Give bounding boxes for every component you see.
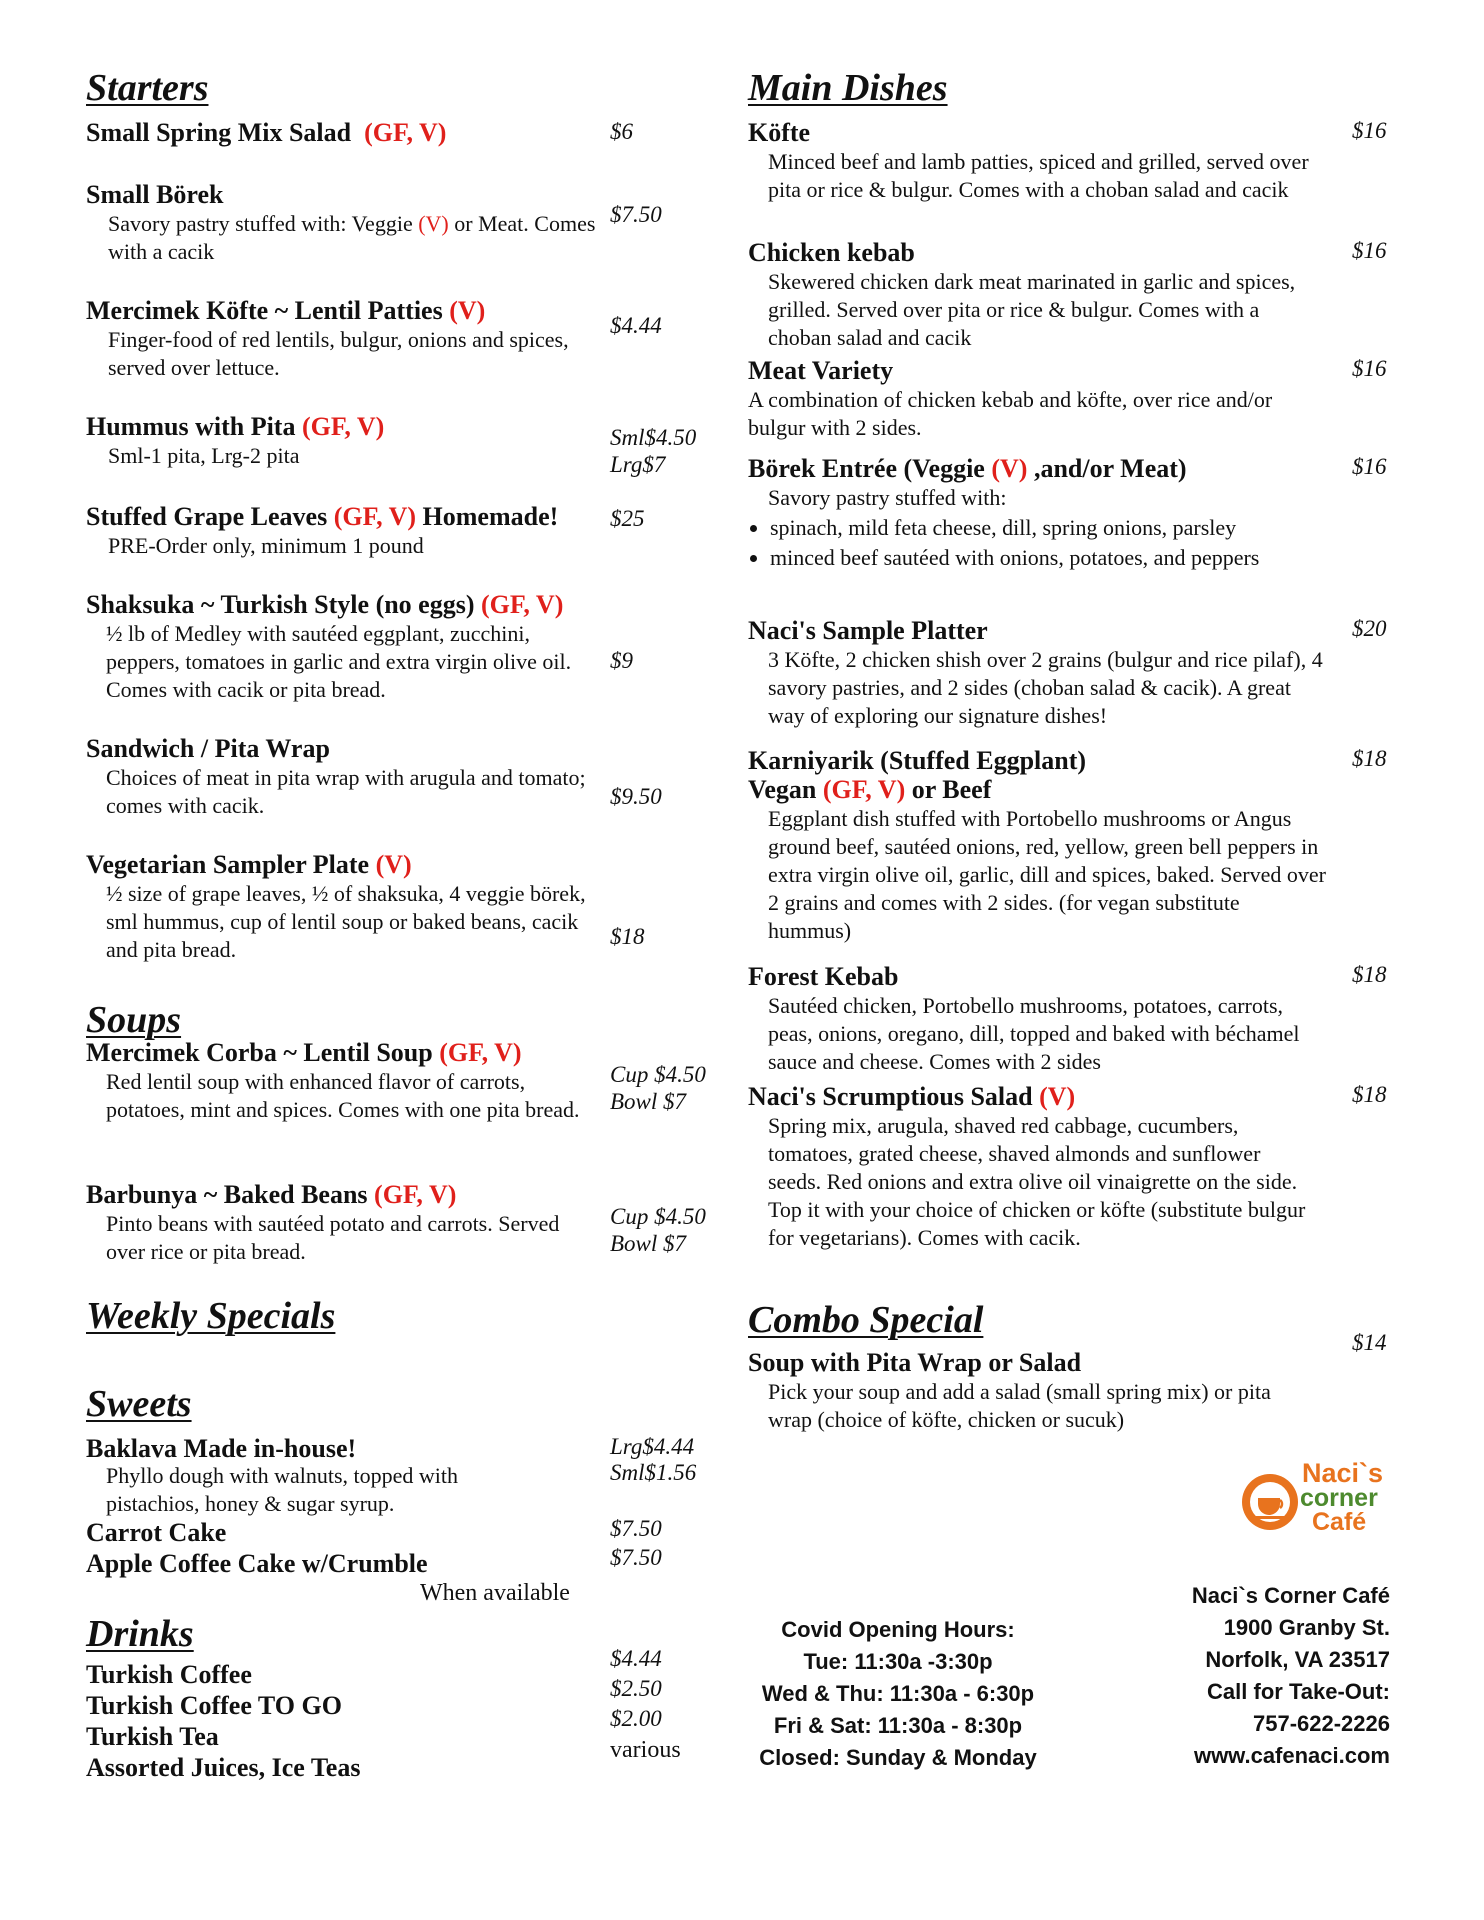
website-link[interactable]: www.cafenaci.com xyxy=(1193,1743,1390,1768)
price: $18 xyxy=(610,924,645,949)
price: $18 xyxy=(1352,746,1387,771)
menu-item-description: Finger-food of red lentils, bulgur, onions and spices, served over lettuce. xyxy=(108,327,569,380)
price: $9.50 xyxy=(610,784,662,809)
price: $16 xyxy=(1352,118,1387,143)
menu-item-title: Apple Coffee Cake w/Crumble xyxy=(86,1549,428,1578)
menu-item-title: Stuffed Grape Leaves (GF, V) Homemade! xyxy=(86,502,559,531)
menu-item-title: Chicken kebab xyxy=(748,238,915,267)
menu-item-title: Small Börek xyxy=(86,180,224,209)
menu-item-subtitle: Vegan (GF, V) or Beef xyxy=(748,775,992,804)
logo-text-middle: corner xyxy=(1300,1484,1378,1512)
price: $7.50 xyxy=(610,202,662,227)
menu-item-title: Small Spring Mix Salad (GF, V) xyxy=(86,118,447,147)
menu-item-title: Sandwich / Pita Wrap xyxy=(86,734,330,763)
soups-heading: Soups xyxy=(86,999,182,1041)
menu-item-description: Eggplant dish stuffed with Portobello mushrooms or Angus ground beef, sautéed onions, red, yellow, green bell peppers in extra virgin olive oil, garlic, dill and spices, baked. Served over 2 grains and comes with 2 sides. (for vegan substitute hummus) xyxy=(768,806,1326,943)
menu-item-description: Red lentil soup with enhanced flavor of carrots, potatoes, mint and spices. Comes with one pita bread. xyxy=(106,1069,580,1122)
price: $4.44 xyxy=(610,1646,662,1671)
price: $16 xyxy=(1352,356,1387,381)
starters-heading: Starters xyxy=(86,67,209,109)
menu-item-description: Savory pastry stuffed with: Veggie (V) or Meat. Comes with a cacik xyxy=(108,211,596,264)
hours-line: Wed & Thu: 11:30a - 6:30p xyxy=(761,1681,1035,1706)
price: $6 xyxy=(610,119,633,144)
menu-item-title: Karniyarik (Stuffed Eggplant) xyxy=(748,746,1087,775)
address-city: Norfolk, VA 23517 xyxy=(1205,1647,1390,1672)
menu-item-title: Shaksuka ~ Turkish Style (no eggs) (GF, V) xyxy=(86,590,564,619)
menu-item-title: Köfte xyxy=(748,118,811,147)
menu-item-title: Vegetarian Sampler Plate (V) xyxy=(86,850,412,879)
price: $18 xyxy=(1352,962,1387,987)
price: Cup $4.50 xyxy=(610,1062,706,1087)
price: $2.00 xyxy=(610,1706,662,1731)
contact-block xyxy=(1100,1580,1390,1772)
menu-item-title: Börek Entrée (Veggie (V) ,and/or Meat) xyxy=(748,454,1187,483)
menu-item-title: Naci's Sample Platter xyxy=(748,616,988,645)
address-street: 1900 Granby St. xyxy=(1223,1615,1390,1640)
takeout-label: Call for Take-Out: xyxy=(1207,1679,1390,1704)
price: $25 xyxy=(610,506,645,531)
cafe-logo xyxy=(1240,1458,1386,1540)
price: $9 xyxy=(610,648,633,673)
drink-item: Assorted Juices, Ice Teas xyxy=(86,1753,361,1782)
price: $16 xyxy=(1352,454,1387,479)
price: various xyxy=(610,1737,681,1763)
menu-item-description: Sml-1 pita, Lrg-2 pita xyxy=(108,443,300,468)
hours-title: Covid Opening Hours: xyxy=(781,1617,1015,1642)
drink-item: Turkish Coffee TO GO xyxy=(86,1691,342,1720)
menu-item-description: 3 Köfte, 2 chicken shish over 2 grains (bulgur and rice pilaf), 4 savory pastries, and 2 sides (choban salad & cacik). A great way of exploring our signature dishes! xyxy=(768,647,1323,728)
combo-special-heading: Combo Special xyxy=(748,1299,984,1341)
menu-item-description: Savory pastry stuffed with: xyxy=(768,485,1007,510)
menu-item-title: Baklava Made in-house! xyxy=(86,1434,357,1463)
price: $16 xyxy=(1352,238,1387,263)
menu-item-description: ½ lb of Medley with sautéed eggplant, zucchini, peppers, tomatoes in garlic and extra virgin olive oil. Comes with cacik or pita bread. xyxy=(106,621,572,702)
menu-item-description: Pick your soup and add a salad (small spring mix) or pita wrap (choice of köfte, chicken or sucuk) xyxy=(768,1379,1271,1432)
list-item: • minced beef sautéed with onions, potatoes, and peppers xyxy=(770,543,1340,573)
menu-item-description: Pinto beans with sautéed potato and carrots. Served over rice or pita bread. xyxy=(106,1211,560,1264)
menu-item-description: ½ size of grape leaves, ½ of shaksuka, 4 veggie börek, sml hummus, cup of lentil soup or baked beans, cacik and pita bread. xyxy=(106,881,586,962)
cafe-name: Naci`s Corner Café xyxy=(1191,1583,1390,1608)
drink-item: Turkish Coffee xyxy=(86,1660,252,1689)
price: Lrg$7 xyxy=(610,452,666,477)
price: $4.44 xyxy=(610,313,662,338)
menu-item-description: Minced beef and lamb patties, spiced and grilled, served over pita or rice & bulgur. Comes with a choban salad and cacik xyxy=(768,149,1309,202)
availability-note: When available xyxy=(420,1580,570,1606)
drink-item: Turkish Tea xyxy=(86,1722,219,1751)
menu-item-title: Mercimek Köfte ~ Lentil Patties (V) xyxy=(86,296,486,325)
menu-item-title: Hummus with Pita (GF, V) xyxy=(86,412,385,441)
phone-number[interactable]: 757-622-2226 xyxy=(1252,1711,1390,1736)
hours-line: Fri & Sat: 11:30a - 8:30p xyxy=(773,1713,1023,1738)
filling-options-list xyxy=(748,513,1340,573)
hours-line: Closed: Sunday & Monday xyxy=(759,1745,1037,1770)
menu-item-title: Barbunya ~ Baked Beans (GF, V) xyxy=(86,1180,457,1209)
logo-text-top: Naci`s xyxy=(1302,1458,1384,1488)
price: Sml$1.56 xyxy=(610,1460,697,1485)
drinks-heading: Drinks xyxy=(86,1613,194,1655)
menu-item-title: Naci's Scrumptious Salad (V) xyxy=(748,1082,1076,1111)
menu-item-description: Spring mix, arugula, shaved red cabbage, cucumbers, tomatoes, grated cheese, shaved almonds and sunflower seeds. Red onions and extra olive oil vinaigrette on the side. Top it with your choice of chicken or köfte (substitute bulgur for vegetarians). Comes with cacik. xyxy=(768,1113,1306,1250)
sweets-heading: Sweets xyxy=(86,1383,192,1425)
price: Bowl $7 xyxy=(610,1089,687,1114)
list-item: • spinach, mild feta cheese, dill, spring onions, parsley xyxy=(770,513,1340,543)
menu-item-title: Mercimek Corba ~ Lentil Soup (GF, V) xyxy=(86,1038,522,1067)
menu-item-description: Sautéed chicken, Portobello mushrooms, potatoes, carrots, peas, onions, oregano, dill, topped and baked with béchamel sauce and cheese. Comes with 2 sides xyxy=(768,993,1300,1074)
menu-item-description: Choices of meat in pita wrap with arugula and tomato; comes with cacik. xyxy=(106,765,586,818)
hours-line: Tue: 11:30a -3:30p xyxy=(803,1649,993,1674)
price: Cup $4.50 xyxy=(610,1204,706,1229)
menu-item-title: Carrot Cake xyxy=(86,1518,227,1547)
menu-item-description: A combination of chicken kebab and köfte, over rice and/or bulgur with 2 sides. xyxy=(748,387,1273,440)
weekly-specials-heading: Weekly Specials xyxy=(86,1295,336,1337)
price: $20 xyxy=(1352,616,1387,641)
opening-hours xyxy=(738,1614,1058,1774)
main-dishes-heading: Main Dishes xyxy=(748,67,948,109)
price: $18 xyxy=(1352,1082,1387,1107)
menu-item-description: Phyllo dough with walnuts, topped with pistachios, honey & sugar syrup. xyxy=(106,1463,458,1516)
menu-item-title: Meat Variety xyxy=(748,356,894,385)
menu-item-title: Forest Kebab xyxy=(748,962,899,991)
price: Bowl $7 xyxy=(610,1231,687,1256)
menu-item-description: PRE-Order only, minimum 1 pound xyxy=(108,533,424,558)
price: Sml$4.50 xyxy=(610,425,697,450)
price: $14 xyxy=(1352,1330,1387,1355)
price: $7.50 xyxy=(610,1545,662,1570)
logo-text-bottom: Café xyxy=(1312,1508,1367,1536)
menu-item-title: Soup with Pita Wrap or Salad xyxy=(748,1348,1082,1377)
menu-item-description: Skewered chicken dark meat marinated in garlic and spices, grilled. Served over pita or rice & bulgur. Comes with a choban salad and cacik xyxy=(768,269,1296,350)
price: Lrg$4.44 xyxy=(610,1434,695,1459)
price: $7.50 xyxy=(610,1516,662,1541)
price: $2.50 xyxy=(610,1676,662,1701)
